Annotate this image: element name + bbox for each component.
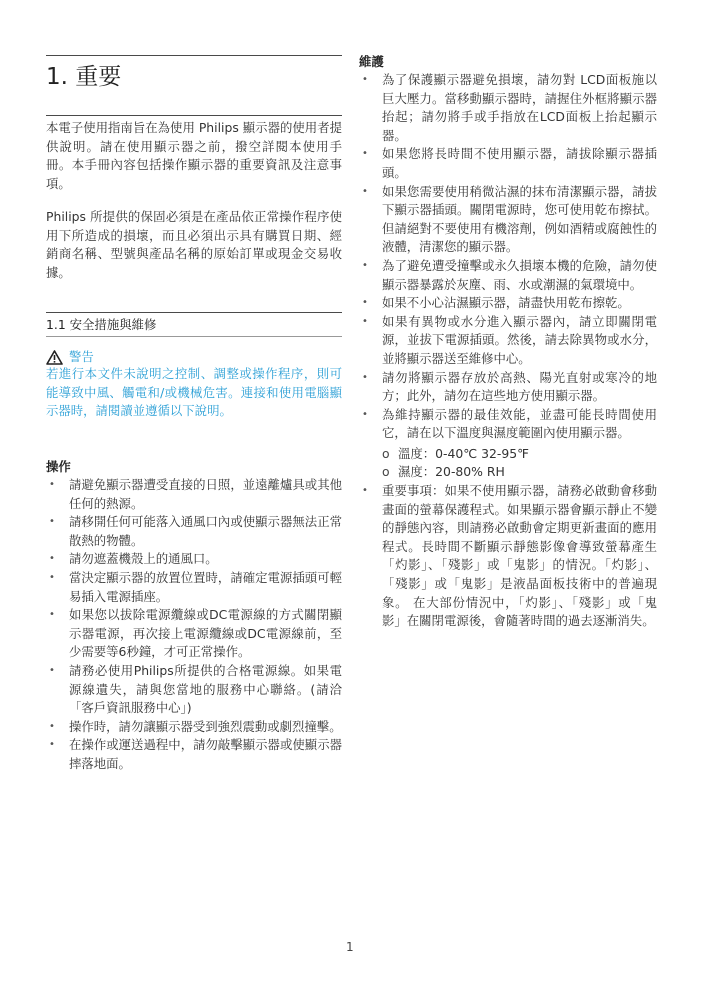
list-item: • 在操作或運送過程中，請勿敲擊顯示器或使顯示器摔落地面。 xyxy=(46,736,342,773)
list-item-conditions xyxy=(359,406,657,482)
page-number: 1 xyxy=(346,940,354,954)
list-item: • 請移開任何可能落入通風口內或使顯示器無法正常散熱的物體。 xyxy=(46,513,342,550)
warning-title: 警告 xyxy=(69,349,94,364)
list-item: • 如果您以拔除電源纜線或DC電源線的方式關閉顯示器電源，再次接上電源纜線或DC電源線前，至少需要等6秒鐘，才可正常操作。 xyxy=(46,606,342,662)
maintenance-title: 維護 xyxy=(359,54,384,69)
warning-heading xyxy=(46,348,94,366)
title-bottom-rule xyxy=(46,115,342,116)
conditions-intro: 為維持顯示器的最佳效能，並盡可能長時間使用它，請在以下溫度與濕度範圍內使用顯示器。 xyxy=(382,406,657,441)
section-title: 1.1 安全措施與維修 xyxy=(46,317,157,332)
warning-icon xyxy=(46,350,63,365)
list-item: • 如果您將長時間不使用顯示器，請拔除顯示器插頭。 xyxy=(359,145,657,182)
maintenance-list xyxy=(359,71,657,631)
list-item: • 請務必使用Philips所提供的合格電源線。如果電源線遺失，請與您當地的服務中心聯絡。(請洽「客戶資訊服務中心」) xyxy=(46,662,342,718)
list-item: • 請勿遮蓋機殼上的通風口。 xyxy=(46,550,342,569)
important-notice: • 重要事項：如果不使用顯示器，請務必啟動會移動畫面的螢幕保護程式。如果顯示器會顯示靜止不變的靜態內容，則請務必啟動會定期更新畫面的應用程式。長時間不斷顯示靜態影像會導致螢幕產生「灼影」、「殘影」或「鬼影」的情況。「灼影」、「殘影」或「鬼影」是液晶面板技術中的普遍現象。 在大部份情況中，「灼影」、「殘影」或「鬼影」在關閉電源後，會隨著時間的過去逐漸消失。 xyxy=(359,482,657,631)
intro-paragraph-2: Philips 所提供的保固必須是在產品依正常操作程序使用下所造成的損壞，而且必須出示具有購買日期、經銷商名稱、型號與產品名稱的原始訂單或現金交易收據。 xyxy=(46,209,342,280)
title-top-rule xyxy=(46,55,342,56)
list-item: • 如果不小心沾濕顯示器，請盡快用乾布擦乾。 xyxy=(359,294,657,313)
humidity-range: o 濕度：20-80% RH xyxy=(382,463,657,482)
temperature-range: o 溫度：0-40℃ 32-95℉ xyxy=(382,445,657,464)
intro-paragraph-1: 本電子使用指南旨在為使用 Philips 顯示器的使用者提供說明。請在使用顯示器之前，撥空詳閱本使用手冊。本手冊內容包括操作顯示器的重要資訊及注意事項。 xyxy=(46,120,342,191)
list-item: • 為了保護顯示器避免損壞，請勿對 LCD面板施以巨大壓力。當移動顯示器時，請握住外框將顯示器抬起；請勿將手或手指放在LCD面板上抬起顯示器。 xyxy=(359,71,657,145)
list-item: • 如果您需要使用稍微沾濕的抹布清潔顯示器，請拔下顯示器插頭。關閉電源時，您可使用乾布擦拭。但請絕對不要使用有機溶劑，例如酒精或腐蝕性的液體，清潔您的顯示器。 xyxy=(359,183,657,257)
section-bottom-rule xyxy=(46,336,342,337)
list-item: • 為了避免遭受撞擊或永久損壞本機的危險，請勿使顯示器暴露於灰塵、雨、水或潮濕的氣環境中。 xyxy=(359,257,657,294)
warning-text: 若進行本文件未說明之控制、調整或操作程序，則可能導致中風、觸電和/或機械危害。連接和使用電腦顯示器時，請閱讀並遵循以下說明。 xyxy=(46,366,342,419)
operation-list xyxy=(46,476,342,774)
list-item: • 操作時，請勿讓顯示器受到強烈震動或劇烈撞擊。 xyxy=(46,718,342,737)
section-rule xyxy=(46,312,342,313)
chapter-title: 1. 重要 xyxy=(46,64,122,90)
conditions-list xyxy=(382,445,657,482)
list-item: • 請避免顯示器遭受直接的日照，並遠離爐具或其他任何的熱源。 xyxy=(46,476,342,513)
list-item: • 如果有異物或水分進入顯示器內，請立即關閉電源，並拔下電源插頭。然後，請去除異物或水分，並將顯示器送至維修中心。 xyxy=(359,313,657,369)
operation-title: 操作 xyxy=(46,459,71,474)
list-item: • 請勿將顯示器存放於高熱、陽光直射或寒冷的地方；此外，請勿在這些地方使用顯示器。 xyxy=(359,369,657,406)
list-item: • 當決定顯示器的放置位置時，請確定電源插頭可輕易插入電源插座。 xyxy=(46,569,342,606)
